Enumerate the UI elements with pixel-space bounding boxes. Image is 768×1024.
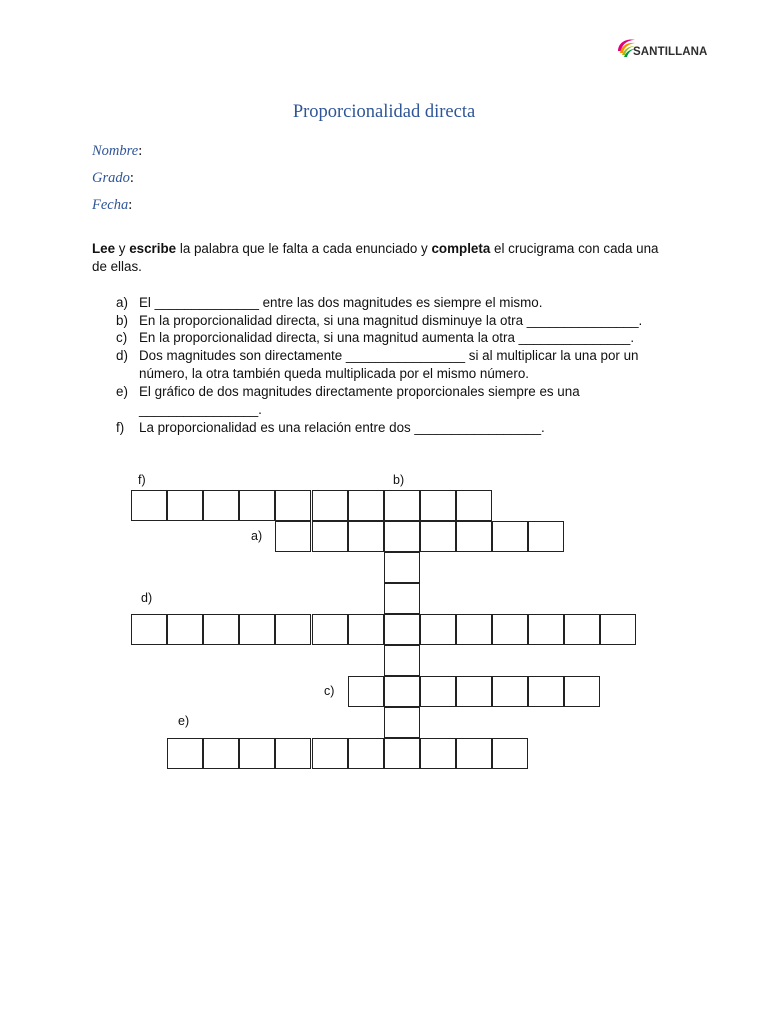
field-label: Fecha — [92, 197, 129, 213]
crossword-cell[interactable] — [275, 521, 311, 552]
crossword-cell[interactable] — [275, 738, 311, 769]
crossword-cell[interactable] — [348, 521, 384, 552]
crossword-cell[interactable] — [384, 552, 420, 583]
crossword-cell[interactable] — [420, 676, 456, 707]
statement-letter: e) — [116, 384, 128, 399]
crossword-cell[interactable] — [492, 614, 528, 645]
crossword-cell[interactable] — [456, 738, 492, 769]
clue-label-e: e) — [178, 714, 190, 728]
crossword-cell[interactable] — [348, 676, 384, 707]
statement-text: Dos magnitudes son directamente ________________ si al multiplicar la una por un — [139, 348, 639, 363]
statement-letter: a) — [116, 295, 128, 310]
crossword-cell[interactable] — [203, 490, 239, 521]
field-nombre — [92, 143, 142, 160]
crossword-cell[interactable] — [420, 738, 456, 769]
crossword-cell[interactable] — [456, 521, 492, 552]
field-label: Nombre — [92, 143, 139, 159]
crossword-cell[interactable] — [456, 676, 492, 707]
crossword-cell[interactable] — [131, 614, 167, 645]
crossword-cell[interactable] — [564, 676, 600, 707]
crossword-cell[interactable] — [312, 614, 348, 645]
instruction-verb: escribe — [129, 241, 177, 256]
crossword-cell[interactable] — [384, 490, 420, 521]
crossword-cell[interactable] — [384, 614, 420, 645]
crossword-cell[interactable] — [528, 676, 564, 707]
crossword-cell[interactable] — [384, 738, 420, 769]
crossword-cell[interactable] — [167, 490, 203, 521]
statement-text: En la proporcionalidad directa, si una magnitud disminuye la otra _______________. — [139, 313, 643, 328]
crossword-cell[interactable] — [348, 490, 384, 521]
field-fecha — [92, 197, 132, 214]
crossword-cell[interactable] — [420, 521, 456, 552]
statement-letter: c) — [116, 330, 128, 345]
crossword-cell[interactable] — [528, 614, 564, 645]
field-label: Grado — [92, 170, 130, 186]
crossword-cell[interactable] — [420, 490, 456, 521]
statement-letter: b) — [116, 313, 128, 328]
crossword-cell[interactable] — [456, 614, 492, 645]
field-colon: : — [129, 170, 134, 186]
crossword-cell[interactable] — [492, 738, 528, 769]
crossword-cell[interactable] — [167, 614, 203, 645]
instruction-text: y — [115, 241, 130, 256]
statement-text: número, la otra también queda multiplicada por el mismo número. — [139, 366, 530, 381]
crossword-cell[interactable] — [384, 676, 420, 707]
crossword-cell[interactable] — [239, 490, 275, 521]
statement-text: El gráfico de dos magnitudes directamente proporcionales siempre es una — [139, 384, 580, 399]
instruction-verb: completa — [431, 241, 491, 256]
crossword-cell[interactable] — [239, 738, 275, 769]
crossword-cell[interactable] — [600, 614, 636, 645]
crossword-cell[interactable] — [492, 676, 528, 707]
clue-label-f: f) — [138, 473, 146, 487]
instructions — [92, 240, 672, 276]
clue-label-a: a) — [251, 529, 263, 543]
crossword-cell[interactable] — [239, 614, 275, 645]
crossword-cell[interactable] — [348, 738, 384, 769]
statement-text: El ______________ entre las dos magnitudes es siempre el mismo. — [139, 295, 543, 310]
crossword-cell[interactable] — [456, 490, 492, 521]
field-colon: : — [128, 197, 133, 213]
crossword-cell[interactable] — [384, 707, 420, 738]
instruction-text: el crucigrama con cada una de ellas. — [92, 241, 659, 274]
crossword-cell[interactable] — [384, 583, 420, 614]
brand-name: SANTILLANA — [633, 46, 708, 58]
crossword-cell[interactable] — [203, 614, 239, 645]
instruction-verb: Lee — [92, 241, 116, 256]
statement-letter: f) — [116, 420, 125, 435]
page-title: Proporcionalidad directa — [292, 102, 476, 122]
crossword-cell[interactable] — [348, 614, 384, 645]
statement-text: ________________. — [139, 402, 262, 417]
crossword-cell[interactable] — [167, 738, 203, 769]
crossword-cell[interactable] — [312, 738, 348, 769]
crossword-cell[interactable] — [312, 490, 348, 521]
instruction-text: la palabra que le falta a cada enunciado y — [176, 241, 432, 256]
field-grado — [92, 170, 134, 187]
crossword-cell[interactable] — [420, 614, 456, 645]
crossword-cell[interactable] — [275, 490, 311, 521]
crossword-cell[interactable] — [384, 521, 420, 552]
statement-letter: d) — [116, 348, 128, 363]
crossword-cell[interactable] — [312, 521, 348, 552]
statement-text: La proporcionalidad es una relación entre dos _________________. — [139, 420, 545, 435]
crossword-cell[interactable] — [564, 614, 600, 645]
crossword-cell[interactable] — [528, 521, 564, 552]
crossword-cell[interactable] — [131, 490, 167, 521]
statement-text: En la proporcionalidad directa, si una magnitud aumenta la otra _______________. — [139, 330, 635, 345]
clue-label-b: b) — [393, 473, 405, 487]
clue-label-d: d) — [141, 591, 153, 605]
crossword-cell[interactable] — [203, 738, 239, 769]
field-colon: : — [138, 143, 143, 159]
crossword-cell[interactable] — [384, 645, 420, 676]
crossword-cell[interactable] — [275, 614, 311, 645]
santillana-logo — [616, 37, 716, 65]
crossword-cell[interactable] — [492, 521, 528, 552]
clue-label-c: c) — [324, 684, 335, 698]
